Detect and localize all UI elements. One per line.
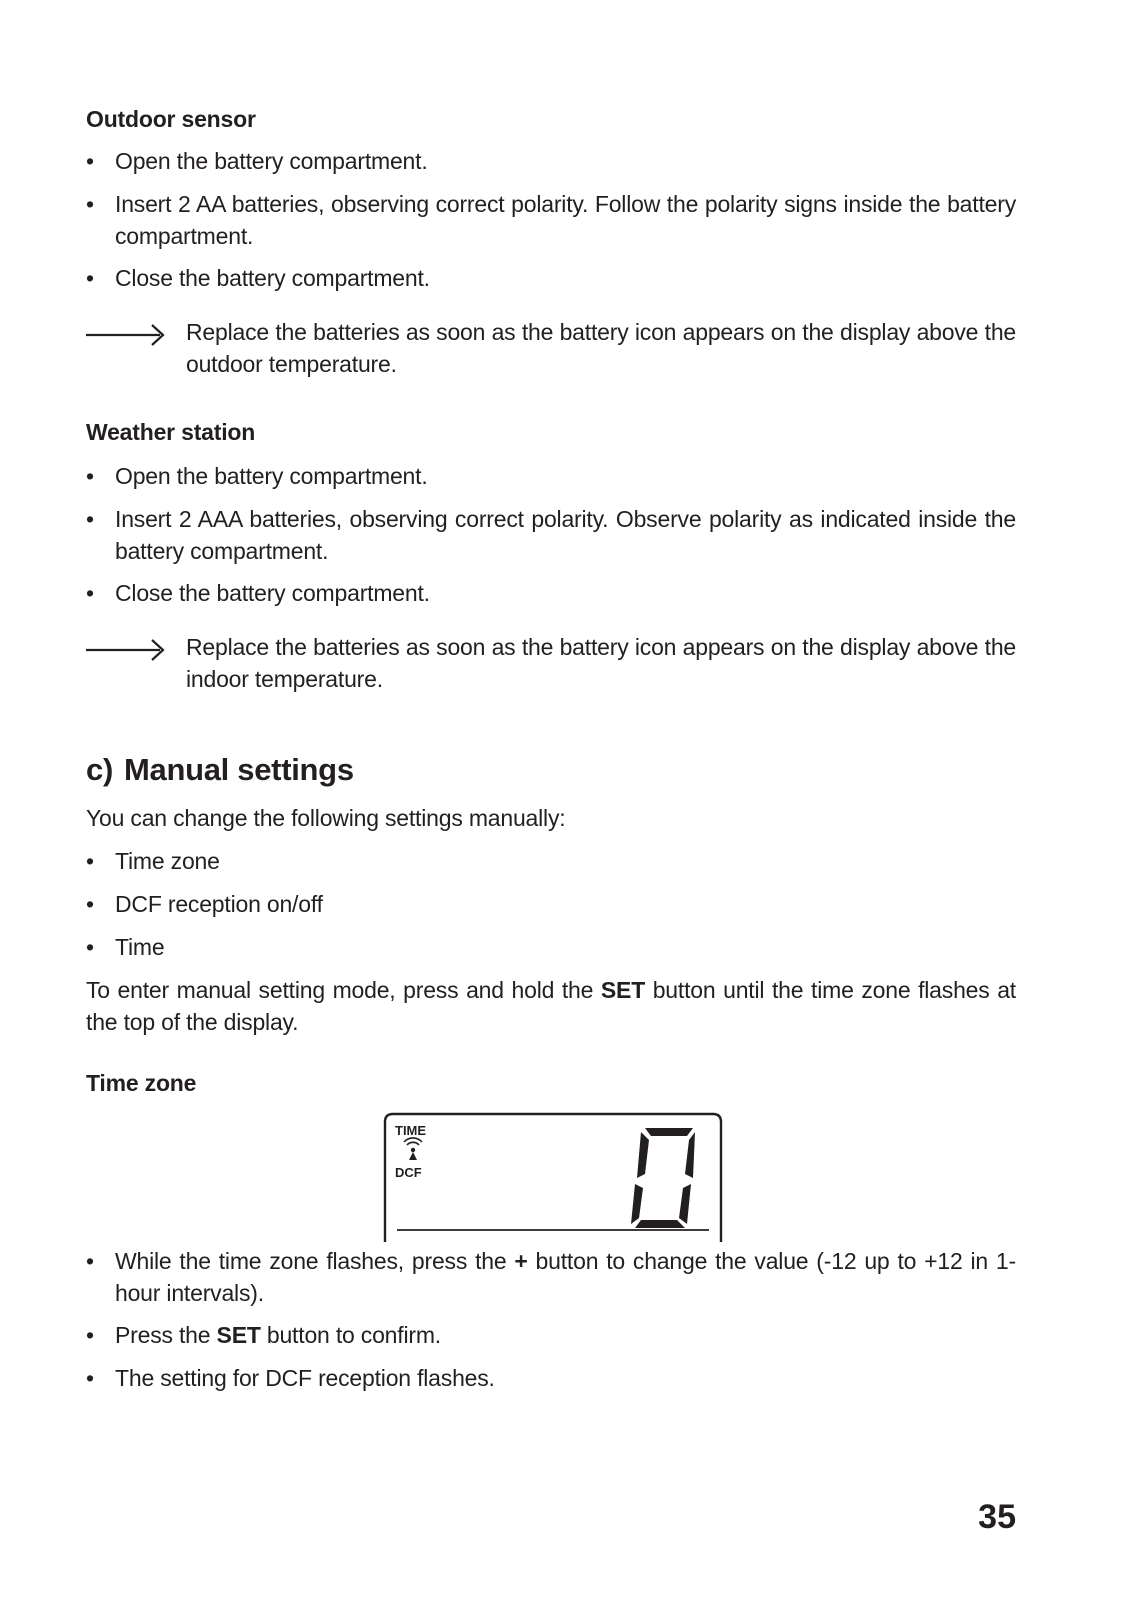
bullet-dot: • [86, 463, 94, 489]
section-label: c) [86, 752, 113, 787]
list-item-text: The setting for DCF reception flashes. [115, 1365, 495, 1391]
bullet-dot: • [86, 934, 94, 960]
section-title: Manual settings [124, 752, 354, 787]
time-label: TIME [395, 1123, 427, 1138]
set-keyword: SET [600, 977, 646, 1003]
note-outdoor [86, 316, 1016, 380]
list-item [86, 577, 1016, 609]
list-item-text: Time zone [115, 848, 220, 874]
list-item [86, 262, 1016, 294]
page-number: 35 [978, 1498, 1016, 1536]
list-item [86, 931, 1016, 963]
dcf-label: DCF [395, 1165, 422, 1180]
set-keyword: SET [216, 1322, 261, 1348]
bullet-dot: • [86, 506, 94, 532]
bullet-dot: • [86, 148, 94, 174]
list-item [86, 460, 1016, 492]
text-span: To enter manual setting mode, press and hold the [86, 977, 601, 1003]
seven-segment-digit [631, 1128, 695, 1228]
bullet-dot: • [86, 580, 94, 606]
list-item-text: Close the battery compartment. [115, 265, 430, 291]
list-item-text: DCF reception on/off [115, 891, 323, 917]
list-item-text: Time [115, 934, 165, 960]
list-item [86, 1319, 1016, 1351]
text-span: Press the [115, 1322, 217, 1348]
text-span: button to change the value (-12 up to +12 in 1-hour intervals). [115, 1248, 1016, 1306]
arrow-right-icon [86, 322, 166, 348]
section-heading [86, 750, 354, 790]
list-item-text [115, 1245, 1016, 1309]
bullet-dot: • [86, 265, 94, 291]
enter-mode-paragraph [86, 974, 1016, 1038]
bullet-dot: • [86, 891, 94, 917]
arrow-right-icon [86, 637, 166, 663]
list-item [86, 188, 1016, 252]
weather-station-heading: Weather station [86, 419, 256, 445]
bullet-dot: • [86, 1322, 94, 1348]
list-item [86, 845, 1016, 877]
bullet-dot: • [86, 848, 94, 874]
text-span: button until the time zone flashes at the top of the display. [86, 977, 1017, 1035]
list-item [86, 503, 1016, 567]
digit-value: 0 [383, 1112, 384, 1113]
lcd-display-figure [383, 1112, 723, 1242]
list-item-text: Insert 2 AA batteries, observing correct polarity. Follow the polarity signs inside the battery compartment. [115, 191, 1016, 249]
bullet-dot: • [86, 1365, 94, 1391]
list-item [86, 888, 1016, 920]
intro-paragraph: You can change the following settings manually: [86, 805, 566, 831]
list-item-text [115, 1319, 1016, 1351]
list-item-text: Open the battery compartment. [115, 463, 428, 489]
note-station [86, 631, 1016, 695]
text-span: button to confirm. [260, 1322, 441, 1348]
note-text: Replace the batteries as soon as the battery icon appears on the display above the outdoor temperature. [186, 319, 1016, 377]
time-zone-heading: Time zone [86, 1070, 197, 1096]
list-item-text: Insert 2 AAA batteries, observing correct polarity. Observe polarity as indicated inside the battery compartment. [115, 506, 1016, 564]
bullet-dot: • [86, 191, 94, 217]
plus-keyword: + [514, 1248, 528, 1274]
list-item-text: Open the battery compartment. [115, 148, 428, 174]
antenna-icon [404, 1138, 422, 1160]
list-item [86, 1362, 1016, 1394]
list-item-text: Close the battery compartment. [115, 580, 430, 606]
text-span: While the time zone flashes, press the [115, 1248, 515, 1274]
list-item [86, 1245, 1016, 1309]
note-text: Replace the batteries as soon as the battery icon appears on the display above the indoor temperature. [186, 634, 1016, 692]
list-item [86, 145, 1016, 177]
bullet-dot: • [86, 1248, 94, 1274]
outdoor-sensor-heading: Outdoor sensor [86, 106, 256, 132]
